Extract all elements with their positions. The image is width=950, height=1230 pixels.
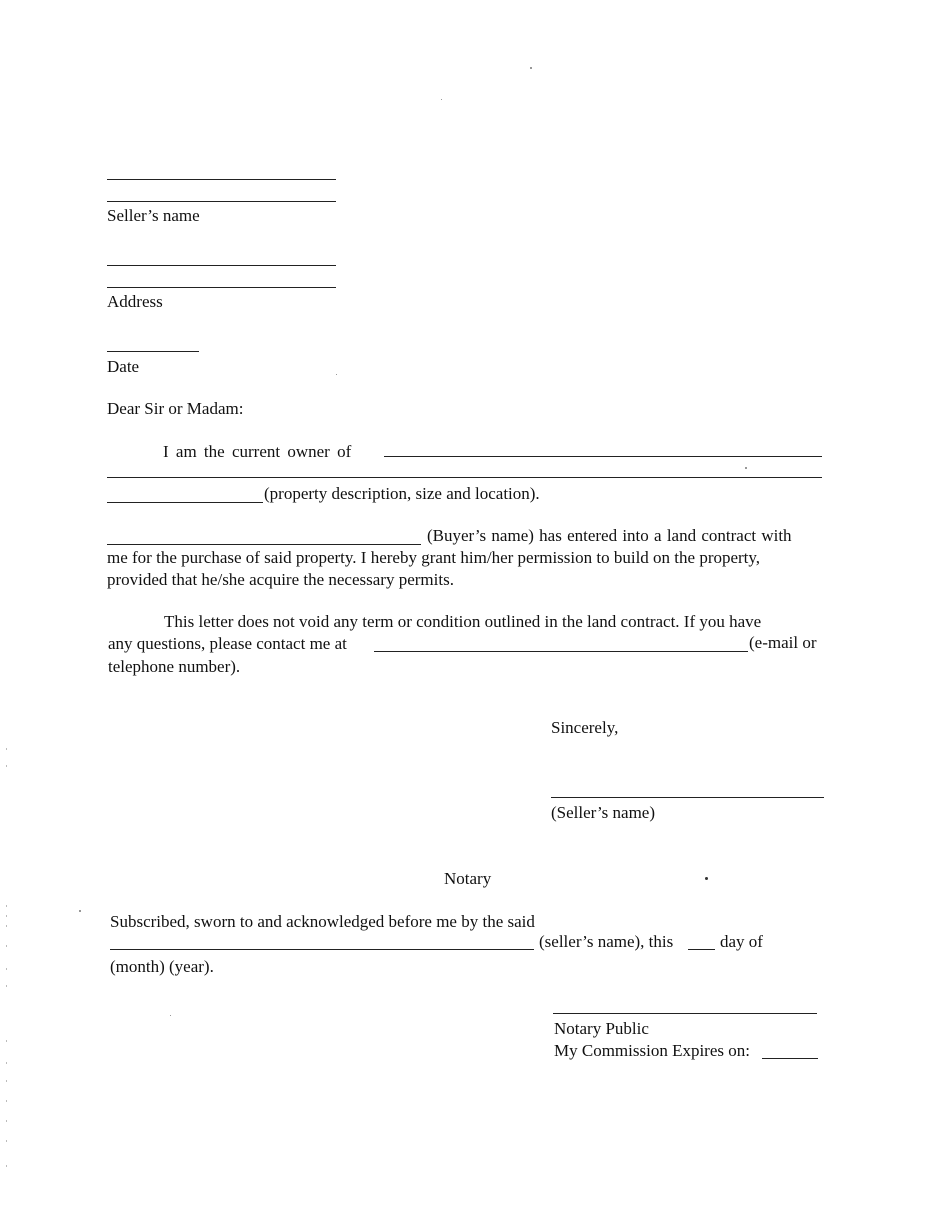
- scan-speck: [705, 877, 708, 880]
- scan-edge-dot: [6, 1062, 7, 1064]
- scan-edge-dot: [6, 925, 7, 927]
- buyer-paragraph-line-1: (Buyer’s name) has entered into a land contract with: [427, 526, 792, 545]
- property-line-1[interactable]: [384, 456, 822, 457]
- contact-line[interactable]: [374, 651, 748, 652]
- seller-name-line-2[interactable]: [107, 201, 336, 202]
- owner-intro-text: I am the current owner of: [163, 442, 352, 461]
- notary-day-line[interactable]: [688, 949, 715, 950]
- scan-edge-dot: [6, 905, 7, 907]
- contract-paragraph-line-1: This letter does not void any term or condition outlined in the land contract. If you have: [164, 612, 762, 631]
- notary-signature-line[interactable]: [553, 1013, 817, 1014]
- scan-edge-dot: [6, 1080, 7, 1082]
- scan-edge-dot: [6, 915, 7, 917]
- scan-edge-dot: [6, 1040, 7, 1042]
- scan-speck: [441, 99, 442, 100]
- seller-name-line-1[interactable]: [107, 179, 336, 180]
- scan-edge-dot: [6, 1120, 7, 1122]
- notary-month-year: (month) (year).: [110, 957, 214, 976]
- address-line-2[interactable]: [107, 287, 336, 288]
- salutation: Dear Sir or Madam:: [107, 399, 244, 418]
- buyer-paragraph-line-2: me for the purchase of said property. I hereby grant him/her permission to build on the property,: [107, 548, 761, 567]
- scan-speck: [530, 67, 532, 69]
- notary-day-of: day of: [720, 932, 763, 951]
- commission-expires-label: My Commission Expires on:: [554, 1041, 750, 1060]
- scan-edge-dot: [6, 1100, 7, 1102]
- notary-public-label: Notary Public: [554, 1019, 649, 1038]
- date-line[interactable]: [107, 351, 199, 352]
- date-label: Date: [107, 357, 140, 376]
- property-description-hint: (property description, size and location).: [264, 484, 540, 503]
- address-line-1[interactable]: [107, 265, 336, 266]
- seller-signature-line[interactable]: [551, 797, 824, 798]
- scan-edge-dot: [6, 765, 7, 767]
- property-line-2[interactable]: [107, 477, 822, 478]
- scan-speck: [170, 1015, 171, 1016]
- scan-speck: [336, 374, 337, 375]
- commission-expires-line[interactable]: [762, 1058, 818, 1059]
- address-label: Address: [107, 292, 163, 311]
- buyer-name-line[interactable]: [107, 544, 421, 545]
- scan-edge-dot: [6, 1140, 7, 1142]
- scan-speck: [745, 467, 747, 469]
- contract-paragraph-line-3: telephone number).: [108, 657, 241, 676]
- scan-speck: [79, 910, 81, 912]
- scan-edge-dot: [6, 945, 7, 947]
- contract-paragraph-line-2-suffix: (e-mail or: [749, 633, 817, 652]
- contract-paragraph-line-2-prefix: any questions, please contact me at: [108, 634, 347, 653]
- seller-signature-hint: (Seller’s name): [551, 803, 656, 822]
- buyer-paragraph-line-3: provided that he/she acquire the necessary permits.: [107, 570, 454, 589]
- scan-edge-dot: [6, 748, 7, 750]
- seller-name-label: Seller’s name: [107, 206, 200, 225]
- property-line-3[interactable]: [107, 502, 263, 503]
- notary-heading: Notary: [444, 869, 492, 888]
- closing-sincerely: Sincerely,: [551, 718, 619, 737]
- notary-seller-hint: (seller’s name), this: [539, 932, 674, 951]
- scan-edge-dot: [6, 968, 7, 970]
- notary-seller-name-line[interactable]: [110, 949, 534, 950]
- notary-line-1: Subscribed, sworn to and acknowledged before me by the said: [110, 912, 535, 931]
- scan-edge-dot: [6, 985, 7, 987]
- scan-edge-dot: [6, 1165, 7, 1167]
